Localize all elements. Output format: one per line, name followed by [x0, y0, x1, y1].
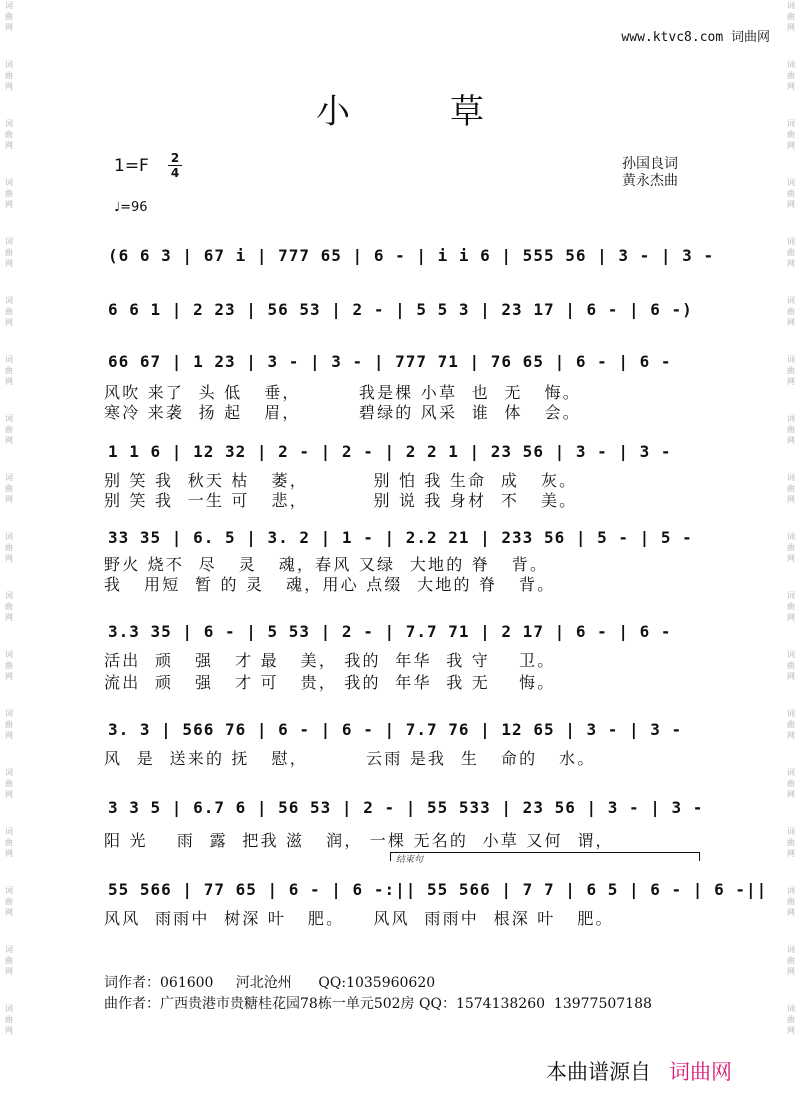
tempo-marking: ♩=96 — [114, 200, 148, 215]
watermark-mark: 词 曲 网 — [787, 1, 795, 32]
notes-line: 3.3 35 | 6 - | 5 53 | 2 - | 7.7 71 | 2 17 | 6 - | 6 - — [108, 622, 672, 641]
time-signature-bottom: 4 — [170, 166, 180, 180]
watermark-mark: 词 曲 网 — [787, 178, 795, 209]
watermark-mark: 词 曲 网 — [5, 709, 13, 740]
lyric-line-11: 风风 雨雨中 树深 叶 肥。 风风 雨雨中 根深 叶 肥。 — [104, 909, 614, 928]
notes-line: 33 35 | 6. 5 | 3. 2 | 1 - | 2.2 21 | 233 56 | 5 - | 5 - — [108, 528, 693, 547]
time-signature — [168, 152, 182, 179]
notes-line: 3 3 5 | 6.7 6 | 56 53 | 2 - | 55 533 | 23 56 | 3 - | 3 - — [108, 798, 704, 817]
watermark-mark: 词 曲 网 — [5, 473, 13, 504]
notes-line: 3. 3 | 566 76 | 6 - | 6 - | 7.7 76 | 12 65 | 3 - | 3 - — [108, 720, 683, 739]
lyric-line-4: 别 笑 我 一生 可 悲， 别 说 我 身材 不 美。 — [104, 491, 578, 510]
score-row-2 — [104, 292, 704, 332]
source-brand-link[interactable]: 词曲网 — [669, 1060, 732, 1084]
watermark-mark: 词 曲 网 — [5, 532, 13, 563]
footer-lyricist-info: 词作者：061600 河北沧州 QQ:1035960620 — [104, 975, 436, 991]
watermark-mark: 词 曲 网 — [5, 591, 13, 622]
source-prefix: 本曲谱源自 — [546, 1060, 651, 1084]
lyric-line-8: 流出 顽 强 才 可 贵， 我的 年华 我 无 悔。 — [104, 673, 556, 692]
ending-label: 结束句 — [396, 855, 424, 865]
watermark-mark: 词 曲 网 — [787, 1004, 795, 1035]
credits — [622, 156, 678, 190]
lyric-line-9: 风 是 送来的 抚 慰， 云雨 是我 生 命的 水。 — [104, 749, 596, 768]
watermark-mark: 词 曲 网 — [5, 768, 13, 799]
notes-line: 55 566 | 77 65 | 6 - | 6 -:|| 55 566 | 7 7 | 6 5 | 6 - | 6 -|| — [108, 880, 768, 899]
watermark-mark: 词 曲 网 — [5, 650, 13, 681]
watermark-mark: 词 曲 网 — [787, 119, 795, 150]
watermark-mark: 词 曲 网 — [5, 237, 13, 268]
ending-bracket — [390, 852, 700, 861]
footer-composer-info: 曲作者：广西贵港市贵糖桂花园78栋一单元502房 QQ：1574138260 13977507188 — [104, 996, 652, 1012]
notes-line: (6 6 3 | 67 i | 777 65 | 6 - | i i 6 | 555 56 | 3 - | 3 - — [108, 246, 715, 265]
watermark-mark: 词 曲 网 — [787, 827, 795, 858]
watermark-mark: 词 曲 网 — [5, 60, 13, 91]
watermark-mark: 词 曲 网 — [5, 945, 13, 976]
lyric-line-3: 别 笑 我 秋天 枯 萎， 别 怕 我 生命 成 灰。 — [104, 471, 578, 490]
watermark-mark: 词 曲 网 — [787, 591, 795, 622]
right-watermark-strip — [784, 0, 798, 1112]
lyric-line-10: 阳 光 雨 露 把我 滋 润， 一棵 无名的 小草 又何 谓， — [104, 831, 614, 850]
lyric-line-5: 野火 烧不 尽 灵 魂，春风 又绿 大地的 脊 背。 — [104, 555, 549, 574]
site-url[interactable]: www.ktvc8.com 词曲网 — [621, 30, 770, 45]
watermark-mark: 词 曲 网 — [787, 709, 795, 740]
watermark-mark: 词 曲 网 — [787, 945, 795, 976]
watermark-mark: 词 曲 网 — [787, 237, 795, 268]
watermark-mark: 词 曲 网 — [5, 414, 13, 445]
score-row-3 — [104, 344, 704, 384]
watermark-mark: 词 曲 网 — [787, 532, 795, 563]
composer-credit: 黄永杰曲 — [622, 173, 678, 189]
key-signature: 1=F — [114, 156, 149, 176]
watermark-mark: 词 曲 网 — [787, 296, 795, 327]
watermark-mark: 词 曲 网 — [787, 768, 795, 799]
watermark-mark: 词 曲 网 — [787, 60, 795, 91]
score-row-8 — [104, 790, 704, 830]
lyric-line-7: 活出 顽 强 才 最 美， 我的 年华 我 守 卫。 — [104, 651, 556, 670]
watermark-mark: 词 曲 网 — [5, 355, 13, 386]
watermark-mark: 词 曲 网 — [5, 1, 13, 32]
song-title: 小草 — [316, 92, 584, 132]
watermark-mark: 词 曲 网 — [5, 296, 13, 327]
time-signature-top: 2 — [170, 151, 180, 165]
notes-line: 6 6 1 | 2 23 | 56 53 | 2 - | 5 5 3 | 23 17 | 6 - | 6 -) — [108, 300, 693, 319]
left-watermark-strip — [2, 0, 16, 1112]
lyricist-credit: 孙国良词 — [622, 156, 678, 172]
watermark-mark: 词 曲 网 — [5, 1004, 13, 1035]
source-attribution — [546, 1056, 732, 1086]
notes-line: 1 1 6 | 12 32 | 2 - | 2 - | 2 2 1 | 23 56 | 3 - | 3 - — [108, 442, 672, 461]
watermark-mark: 词 曲 网 — [5, 119, 13, 150]
lyric-line-2: 寒冷 来袭 扬 起 眉， 碧绿的 风采 谁 体 会。 — [104, 403, 581, 422]
watermark-mark: 词 曲 网 — [787, 650, 795, 681]
watermark-mark: 词 曲 网 — [787, 473, 795, 504]
lyric-line-1: 风吹 来了 头 低 垂， 我是棵 小草 也 无 悔。 — [104, 383, 581, 402]
watermark-mark: 词 曲 网 — [5, 178, 13, 209]
watermark-mark: 词 曲 网 — [5, 827, 13, 858]
watermark-mark: 词 曲 网 — [5, 886, 13, 917]
notes-line: 66 67 | 1 23 | 3 - | 3 - | 777 71 | 76 65 | 6 - | 6 - — [108, 352, 672, 371]
watermark-mark: 词 曲 网 — [787, 886, 795, 917]
watermark-mark: 词 曲 网 — [787, 355, 795, 386]
score-row-1 — [104, 238, 715, 278]
watermark-mark: 词 曲 网 — [787, 414, 795, 445]
lyric-line-6: 我 用短 暂 的 灵 魂，用心 点缀 大地的 脊 背。 — [104, 575, 556, 594]
